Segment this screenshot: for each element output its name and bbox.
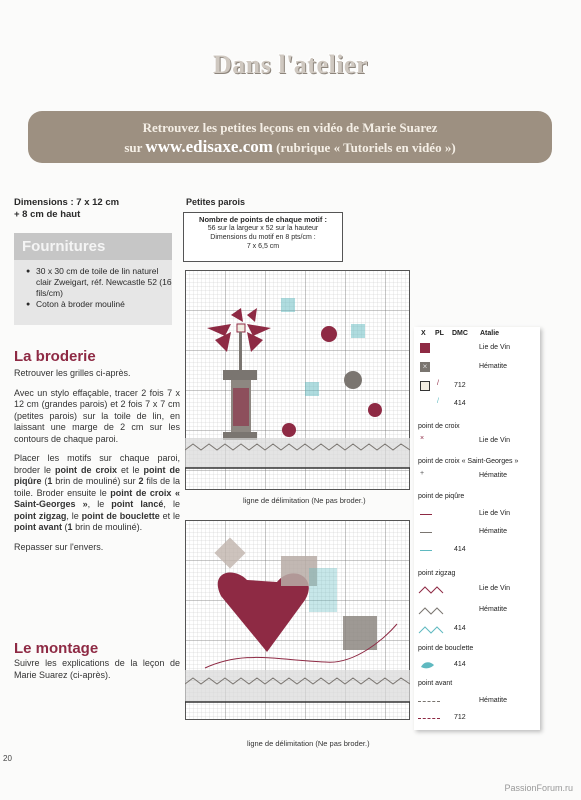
- legend-code: 712: [454, 382, 466, 389]
- banner-post: (rubrique « Tutoriels en vidéo »): [276, 140, 456, 155]
- legend-header-pl: PL: [435, 330, 444, 337]
- watermark: PassionForum.ru: [504, 783, 573, 793]
- legend-row: [414, 435, 540, 449]
- swatch-712: [420, 381, 430, 391]
- banner-line1: Retrouvez les petites leçons en vidéo de Marie Suarez: [142, 120, 438, 135]
- fournitures-item: ● Coton à broder mouliné: [26, 299, 172, 310]
- loop-stitch-icon: [420, 661, 436, 670]
- legend-row: [414, 604, 540, 618]
- stitch-count-l3: Dimensions du motif en 8 pts/cm :: [210, 234, 316, 241]
- legend-row: [414, 398, 540, 412]
- legend-row: [414, 544, 540, 558]
- legend-label: Hématite: [479, 472, 508, 479]
- montage-text: Suivre les explications de la leçon de Marie Suarez (ci-après).: [14, 658, 180, 680]
- banner-line2: [28, 137, 552, 157]
- dimensions-line2: + 8 cm de haut: [14, 209, 81, 220]
- slash-mark-icon: /: [437, 398, 439, 405]
- legend-code: 712: [454, 714, 466, 721]
- delimitation-label-2: ligne de délimitation (Ne pas broder.): [247, 739, 370, 748]
- montage-heading: Le montage: [14, 640, 99, 657]
- broderie-p1: Avec un stylo effaçable, tracer 2 fois 7 x 12 cm (grandes parois) et 2 fois 7 x 7 cm (petites parois) sur la toile de lin, en laissant une marge de 2 cm sur les contours de chaque paroi.: [14, 387, 180, 444]
- banner-pre: sur: [124, 140, 143, 155]
- delimitation-label-1: ligne de délimitation (Ne pas broder.): [243, 496, 366, 505]
- fournitures-heading: Fournitures: [14, 233, 172, 260]
- legend-code: 414: [454, 546, 466, 553]
- legend-row: [414, 526, 540, 540]
- chart-top: [185, 270, 410, 490]
- chart-bottom: [185, 520, 410, 720]
- zigzag-icon: [418, 585, 444, 594]
- video-banner: [28, 111, 552, 163]
- fournitures-item: ● 30 x 30 cm de toile de lin naturel clair Zweigart, réf. Newcastle 52 (16 fils/cm): [26, 266, 172, 299]
- legend-code: 414: [454, 661, 466, 668]
- legend-section-title: point de piqûre: [418, 493, 465, 500]
- legend-row: [414, 623, 540, 637]
- legend-section-title: point de bouclette: [418, 645, 474, 652]
- stitch-count-box: [183, 212, 343, 262]
- broderie-p3: Repasser sur l'envers.: [14, 541, 104, 552]
- legend-label: Lie de Vin: [479, 585, 511, 592]
- legend-label: Lie de Vin: [479, 437, 511, 444]
- legend-row: [414, 695, 540, 709]
- zigzag-icon: [418, 606, 444, 615]
- legend-label: Lie de Vin: [479, 344, 511, 351]
- legend-label: Hématite: [479, 606, 508, 613]
- swatch-hematite: ×: [420, 362, 430, 372]
- legend-label: Hématite: [479, 697, 508, 704]
- running-stitch-icon: [418, 701, 440, 702]
- plus-mark-icon: +: [420, 470, 425, 477]
- legend-section-title: point de croix: [418, 423, 460, 430]
- color-legend: [414, 327, 540, 730]
- fournitures-box: [14, 233, 172, 325]
- running-stitch-icon: [418, 718, 440, 719]
- fournitures-list: [14, 266, 172, 310]
- stitch-count-l4: 7 x 6,5 cm: [246, 243, 280, 250]
- legend-section-title: point avant: [418, 680, 453, 687]
- swatch-lie-de-vin: [420, 343, 430, 353]
- backstitch-icon: [420, 514, 432, 515]
- legend-code: 414: [454, 400, 466, 407]
- legend-row: [414, 712, 540, 726]
- legend-header-dmc: DMC: [452, 330, 468, 337]
- broderie-intro: Retrouver les grilles ci-après.: [14, 368, 131, 378]
- broderie-p2: Placer les motifs sur chaque paroi, broder le point de croix et le point de piqûre (1 brin de mouliné) sur 2 fils de la toile. Broder ensuite le point de croix « Saint-Georges », le point lancé, le point zigzag, le point de bouclette et le point avant (1 brin de mouliné).: [14, 453, 180, 532]
- legend-label: Hématite: [479, 363, 508, 370]
- legend-row: [414, 380, 540, 394]
- dimensions-line1: Dimensions : 7 x 12 cm: [14, 197, 120, 208]
- legend-row: [414, 361, 540, 375]
- page-title: Dans l'atelier: [212, 50, 369, 79]
- legend-header-atalie: Atalie: [480, 330, 500, 337]
- backstitch-icon: [420, 532, 432, 533]
- dimensions: [14, 197, 119, 221]
- legend-row: [414, 508, 540, 522]
- stitch-count-title: Nombre de points de chaque motif :: [199, 215, 327, 224]
- slash-mark-icon: /: [437, 380, 439, 387]
- cross-mark-icon: ×: [420, 435, 425, 442]
- broderie-heading: La broderie: [14, 348, 96, 365]
- page-number: 20: [3, 754, 12, 763]
- legend-code: 414: [454, 625, 466, 632]
- legend-section-title: point de croix « Saint-Georges »: [418, 458, 519, 465]
- legend-label: Lie de Vin: [479, 510, 511, 517]
- legend-label: Hématite: [479, 528, 508, 535]
- legend-row: [414, 342, 540, 356]
- backstitch-icon: [420, 550, 432, 551]
- broderie-text: [14, 368, 180, 561]
- legend-header-x: X: [421, 330, 426, 337]
- zigzag-icon: [418, 625, 444, 634]
- legend-section-title: point zigzag: [418, 570, 456, 577]
- banner-link[interactable]: www.edisaxe.com: [145, 137, 273, 156]
- stitch-count-l2: 56 sur la largeur x 52 sur la hauteur: [207, 225, 319, 232]
- legend-row: [414, 659, 540, 673]
- legend-row: [414, 470, 540, 484]
- legend-row: [414, 583, 540, 597]
- petites-parois-label: Petites parois: [186, 197, 246, 207]
